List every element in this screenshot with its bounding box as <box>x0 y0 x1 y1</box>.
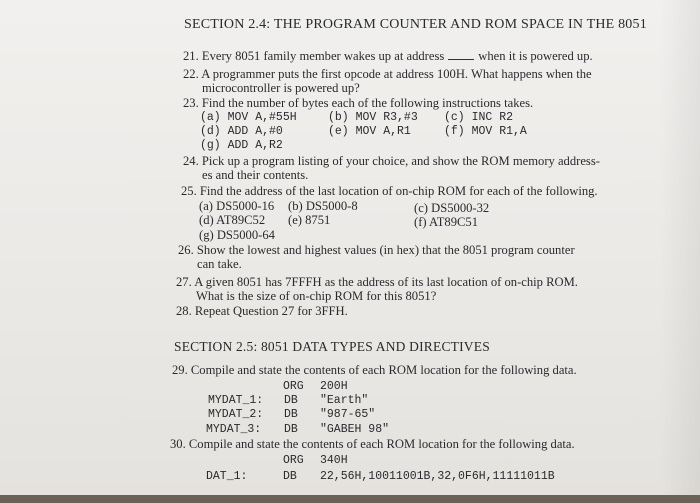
code-value: 22,56H,10011001B,32,0F6H,11111011B <box>320 470 555 483</box>
question-28 <box>176 305 348 318</box>
question-30 <box>170 438 575 451</box>
option-23c: (c) INC R2 <box>444 111 514 124</box>
question-text: Compile and state the contents of each ROM location for the following data. <box>188 437 575 451</box>
option-25g: (g) DS5000-64 <box>199 228 275 242</box>
code-directive: DB <box>283 470 297 483</box>
question-text: Every 8051 family member wakes up at address <box>201 49 445 63</box>
option-23b: (b) MOV R3,#3 <box>328 111 418 124</box>
question-23 <box>183 97 533 110</box>
code-org-address: 340H <box>320 454 348 467</box>
question-29 <box>172 364 577 377</box>
question-text: A programmer puts the first opcode at address 100H. What happens when the <box>201 67 592 81</box>
answer-blank <box>448 59 474 60</box>
page-edge-shadow <box>660 0 700 503</box>
option-23f: (f) MOV R1,A <box>444 125 527 138</box>
question-number: 21. <box>183 49 199 63</box>
question-22 <box>183 68 592 81</box>
code-label: MYDAT_3: <box>206 423 262 436</box>
question-text: A given 8051 has 7FFFH as the address of its last location of on-chip ROM. <box>194 275 578 289</box>
question-27 <box>176 276 578 289</box>
code-value: "GABEH 98" <box>320 423 390 436</box>
question-26-continued: can take. <box>197 257 242 271</box>
question-number: 23. <box>183 96 199 110</box>
option-25b: (b) DS5000-8 <box>288 199 358 213</box>
question-number: 28. <box>176 304 192 318</box>
question-26 <box>178 244 575 257</box>
question-text: Find the number of bytes each of the following instructions takes. <box>201 96 534 110</box>
question-number: 27. <box>176 275 192 289</box>
option-25a: (a) DS5000-16 <box>199 199 275 213</box>
option-23a: (a) MOV A,#55H <box>200 111 297 124</box>
question-number: 29. <box>172 363 188 377</box>
surface-strip <box>0 495 700 503</box>
question-number: 30. <box>170 437 186 451</box>
code-value: "Earth" <box>320 394 369 407</box>
question-24 <box>183 155 600 168</box>
question-text: Find the address of the last location of on-chip ROM for each of the following. <box>199 184 598 198</box>
option-25f: (f) AT89C51 <box>414 215 479 229</box>
question-text: Show the lowest and highest values (in hex) that the 8051 program counter <box>196 243 575 257</box>
question-22-continued: microcontroller is powered up? <box>202 81 360 95</box>
code-label: MYDAT_2: <box>208 408 264 421</box>
question-number: 25. <box>181 184 197 198</box>
code-org-address: 200H <box>320 380 348 393</box>
code-directive: DB <box>284 394 298 407</box>
option-25d: (d) AT89C52 <box>199 213 266 227</box>
code-directive: DB <box>284 408 298 421</box>
question-27-continued: What is the size of on-chip ROM for this 8051? <box>196 289 437 303</box>
question-text: Repeat Question 27 for 3FFH. <box>194 304 348 318</box>
code-label: MYDAT_1: <box>208 394 264 407</box>
option-25c: (c) DS5000-32 <box>414 201 490 215</box>
question-text: Compile and state the contents of each ROM location for the following data. <box>190 363 577 377</box>
question-number: 22. <box>183 67 199 81</box>
question-number: 24. <box>183 154 199 168</box>
question-text: when it is powered up. <box>478 49 593 63</box>
section-2-5-heading: SECTION 2.5: 8051 DATA TYPES AND DIRECTIVES <box>174 339 490 354</box>
option-23e: (e) MOV A,R1 <box>328 125 411 138</box>
question-25 <box>181 185 598 198</box>
option-23g: (g) ADD A,R2 <box>200 139 283 152</box>
code-org-directive: ORG <box>283 454 304 467</box>
code-org-directive: ORG <box>283 380 304 393</box>
question-21 <box>183 50 593 63</box>
code-directive: DB <box>284 423 298 436</box>
option-25e: (e) 8751 <box>288 213 331 227</box>
code-value: "987-65" <box>320 408 376 421</box>
code-label: DAT_1: <box>206 470 248 483</box>
option-23d: (d) ADD A,#0 <box>200 125 283 138</box>
question-text: Pick up a program listing of your choice, and show the ROM memory address- <box>201 154 600 168</box>
section-2-4-heading: SECTION 2.4: THE PROGRAM COUNTER AND ROM SPACE IN THE 8051 <box>184 17 647 32</box>
question-24-continued: es and their contents. <box>202 168 309 182</box>
question-number: 26. <box>178 243 194 257</box>
